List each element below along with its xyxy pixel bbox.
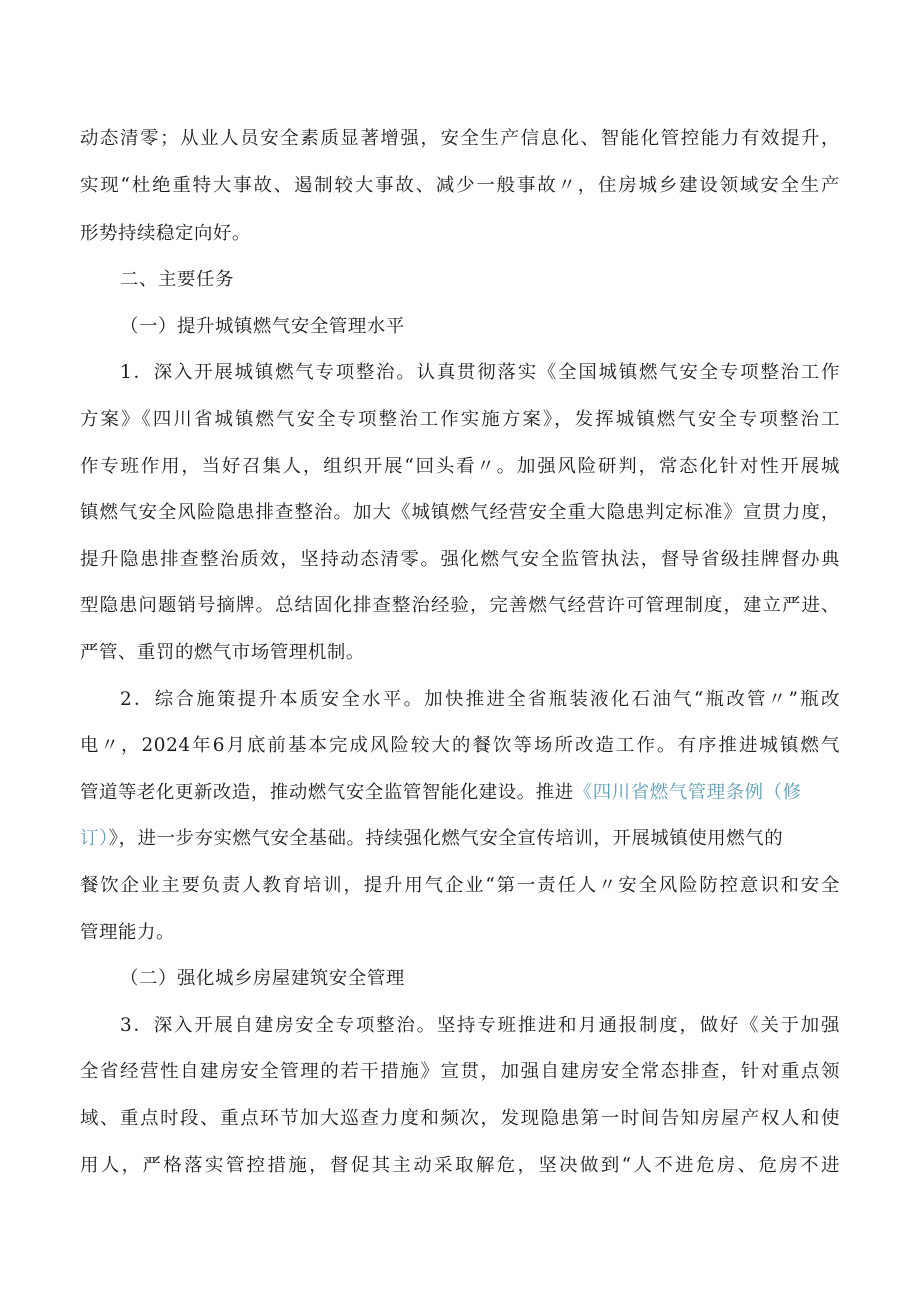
text-span: 管道等老化更新改造，推动燃气安全监管智能化建设。推进 bbox=[80, 782, 574, 803]
text-line: 2．综合施策提升本质安全水平。加快推进全省瓶装液化石油气“瓶改管〃”瓶改 bbox=[120, 689, 840, 710]
text-line: 严管、重罚的燃气市场管理机制。 bbox=[80, 642, 365, 663]
text-line: 1．深入开展城镇燃气专项整治。认真贯彻落实《全国城镇燃气安全专项整治工作 bbox=[120, 362, 840, 383]
text-line: 实现“杜绝重特大事故、遏制较大事故、减少一般事故〃，住房城乡建设领域安全生产 bbox=[80, 175, 840, 196]
text-line: 形势持续稳定向好。 bbox=[80, 223, 251, 244]
regulation-link-continued[interactable]: 订） bbox=[80, 828, 109, 849]
text-line-with-link bbox=[80, 828, 840, 850]
text-line: 镇燃气安全风险隐患排查整治。加大《城镇燃气经营安全重大隐患判定标准》宣贯力度， bbox=[80, 502, 840, 523]
section-heading: 二、主要任务 bbox=[120, 269, 234, 290]
text-line: 餐饮企业主要负责人教育培训，提升用气企业“第一责任人〃安全风险防控意识和安全 bbox=[80, 875, 840, 896]
text-line: 型隐患问题销号摘牌。总结固化排查整治经验，完善燃气经营许可管理制度，建立严进、 bbox=[80, 595, 840, 616]
text-line: 方案》《四川省城镇燃气安全专项整治工作实施方案》，发挥城镇燃气安全专项整治工 bbox=[80, 409, 840, 430]
text-line: 用人，严格落实管控措施，督促其主动采取解危，坚决做到“人不进危房、危房不进 bbox=[80, 1155, 840, 1176]
text-line: 域、重点时段、重点环节加大巡查力度和频次，发现隐患第一时间告知房屋产权人和使 bbox=[80, 1108, 840, 1129]
text-line-with-link bbox=[80, 782, 840, 804]
text-span: 》，进一步夯实燃气安全基础。持续强化燃气安全宣传培训，开展城镇使用燃气的 bbox=[108, 828, 784, 849]
text-line: 作专班作用，当好召集人，组织开展“回头看〃。加强风险研判，常态化针对性开展城 bbox=[80, 456, 840, 477]
regulation-link[interactable]: 《四川省燃气管理条例（修 bbox=[573, 782, 802, 803]
subsection-heading: （一）提升城镇燃气安全管理水平 bbox=[120, 316, 405, 337]
text-line: 动态清零；从业人员安全素质显著增强，安全生产信息化、智能化管控能力有效提升， bbox=[80, 128, 840, 149]
text-line: 提升隐患排查整治质效，坚持动态清零。强化燃气安全监管执法，督导省级挂牌督办典 bbox=[80, 549, 840, 570]
text-line: 全省经营性自建房安全管理的若干措施》宣贯，加强自建房安全常态排查，针对重点领 bbox=[80, 1061, 840, 1082]
text-line: 管理能力。 bbox=[80, 922, 175, 943]
text-line: 电〃，2024年6月底前基本完成风险较大的餐饮等场所改造工作。有序推进城镇燃气 bbox=[80, 735, 840, 756]
text-line: 3．深入开展自建房安全专项整治。坚持专班推进和月通报制度，做好《关于加强 bbox=[120, 1015, 840, 1036]
subsection-heading: （二）强化城乡房屋建筑安全管理 bbox=[120, 968, 405, 989]
